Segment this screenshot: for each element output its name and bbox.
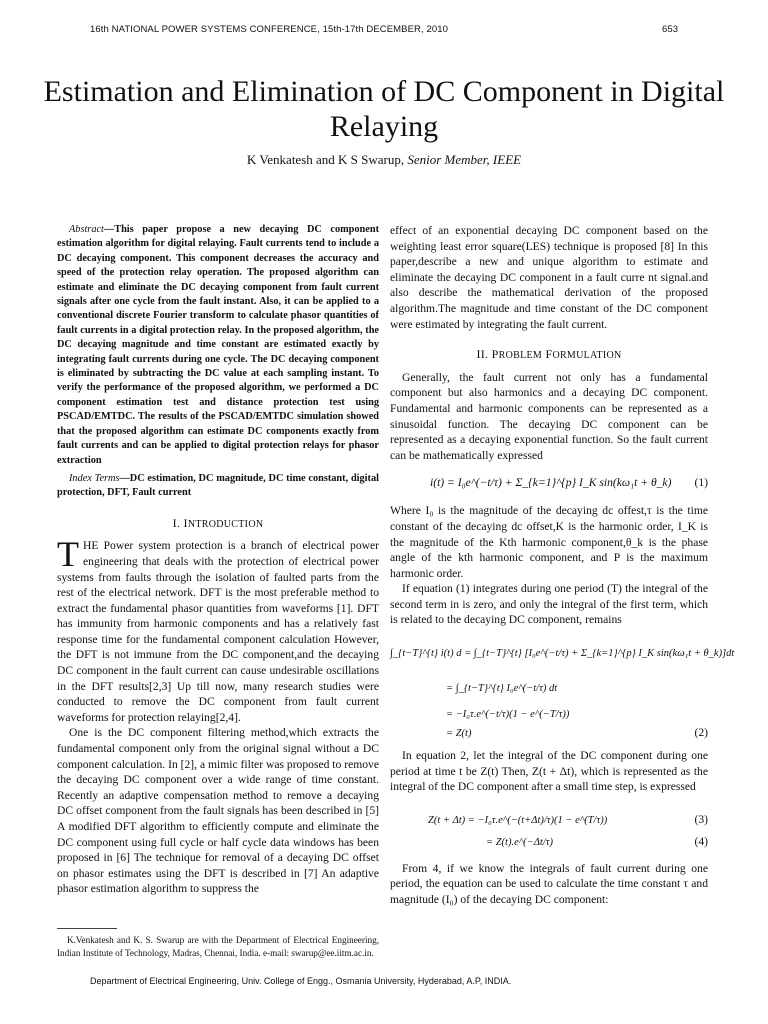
intro-paragraph-1: THE Power system protection is a branch of electrical power engineering that deals with the protection of electrical power systems from faults through the isolation of faulted parts from the rest of the electrical network. DFT is the most preferable method to extract the fundamental phasor quantities from waveforms [1]. DFT has immunity from harmonic components and has a relatively fast response time for the fundamental component calculation However, the DFT is not immune from the DC component,and the decaying DC component in the fault current can cause undesirable oscillations in the DFT results[2,3] Up till now, many research studies were conducted to remove the DC component from fault current waveforms for protection relaying[2,4].	[57, 534, 379, 724]
abstract	[57, 223, 379, 468]
equation-1-number: (1)	[694, 476, 708, 490]
left-column	[57, 223, 379, 897]
author-names: K Venkatesh and K S Swarup,	[246, 152, 405, 167]
intro-continuation: effect of an exponential decaying DC component based on the weighting least error square(LES) technique is proposed [8] In this paper,describe a new and unique algorithm to estimate and eliminate the decaying DC component in a fault curre nt signal.and also describe the mathematical derivation of the proposed algorithm.The magnitude and time constant of the DC component were estimated by integrating the fault current.	[390, 224, 708, 331]
formulation-paragraph-1: Generally, the fault current not only has a fundamental component but also harmonics and a decaying DC component. Fundamental and harmonic components can be represented as a sinusoidal function. The decaying DC component can be represented as a decaying exponential function. So the fault current can be mathematically expressed	[390, 370, 708, 462]
section-heading-introduction: I. INTRODUCTION	[172, 515, 264, 530]
equation-2-line-3: = −I₀τ.e^(−t/τ)(1 − e^(−T/τ))	[446, 709, 570, 721]
page-number: 653	[662, 24, 679, 35]
drop-cap: T	[57, 534, 79, 575]
equation-4-body: = Z(t).e^(−Δt/τ)	[486, 836, 554, 848]
author-role: Senior Member, IEEE	[407, 152, 522, 167]
formulation-paragraph-3: If equation (1) integrates during one period (T) the integral of the second term in is zero, and only the integral of the first term, which is related to the decaying DC component, remains	[390, 582, 708, 627]
equation-2	[390, 636, 735, 742]
equation-2-line-2: = ∫_{t−T}^{t} I₀e^(−t/τ) dt	[446, 683, 558, 695]
author-footnote: K.Venkatesh and K. S. Swarup are with the Department of Electrical Engineering, Indian Institute of Technology, Madras, Chennai, India. e-mail: swarup@ee.iitm.ac.in.	[57, 935, 379, 958]
equation-1-body: i(t) = I₀e^(−t/τ) + Σ_{k=1}^{p} I_K sin(kω₁t + θ_k)	[430, 476, 672, 490]
abstract-label: Abstract	[69, 224, 104, 235]
equation-3-number: (3)	[694, 812, 708, 826]
equation-1	[390, 463, 708, 503]
formulation-paragraph-2: Where I₀ is the magnitude of the decaying dc offest,τ is the time constant of the decaying dc offset,K is the harmonic order, I_K is the magnitude of the Kth harmonic component,θ_k is the phase angle of the kth harmonic component, and P is the maximum harmonic order.	[390, 504, 708, 580]
author-line	[0, 152, 768, 168]
equation-2-line-1: ∫_{t−T}^{t} i(t) d = ∫_{t−T}^{t} [I₀e^(−t/τ) + Σ_{k=1}^{p} I_K sin(kω₁t + θ_k)]dt	[390, 648, 735, 660]
equation-4-number: (4)	[694, 834, 708, 848]
abstract-text: —This paper propose a new decaying DC component estimation algorithm for digital relaying. Fault currents tend to include a DC decaying component. This component decreases the accuracy and speed of the protection relay operation. The proposed algorithm can estimate and eliminate the DC decaying component from fault current signals after one cycle from the fault instant. Also, it can be applied to a conventional discrete Fourier transform to calculate phasor quantities of fault currents in a digital protection relay. In the proposed algorithm, the DC decaying magnitude and time constant are estimated exactly by integrating fault currents during one cycle. The DC decaying component is eliminated by subtracting the DC value at each sampling instant. To verify the performance of the proposed algorithm, we performed a DC component estimation test and distance protection test using PSCAD/EMTDC. The results of the PSCAD/EMTDC simulation showed that the proposed algorithm can estimate DC components exactly from fault currents and can be applied to digital protection relays for phasor extraction	[57, 224, 379, 466]
intro-paragraph-2: One is the DC component filtering method,which extracts the fundamental component only from the original signal without a DC component calculation. In [2], a mimic filter was proposed to remove the decaying DC component over a wide range of time constant. Recently an adaptive compensation method to remove a decaying DC offset component from the fault signals has been described in [5] A modified DFT algorithm to efficiently compute and eliminate the DC component using full cycle or half cycle data windows has been proposed in [6] The technique for removal of a decaying DC offset on phasor estimates using the DFT is described in [7] An adaptive phasor estimation algorithm to suppress the	[57, 726, 379, 896]
index-terms-text: —DC estimation, DC magnitude, DC time constant, digital protection, DFT, Fault current	[57, 472, 379, 499]
footnote-rule	[57, 928, 117, 929]
paper-title: Estimation and Elimination of DC Component in Digital Relaying	[43, 75, 725, 143]
index-terms-label: Index Terms	[69, 472, 120, 484]
equations-3-4	[390, 809, 708, 853]
right-column	[390, 223, 735, 908]
section-heading-problem-formulation: II. PROBLEM FORMULATION	[476, 347, 622, 362]
formulation-paragraph-4: In equation 2, let the integral of the DC component during one period at time t be Z(t) Then, Z(t + Δt), which is represented as the integral of the DC component after a small time step, is expressed	[390, 749, 708, 794]
equation-2-line-4: = Z(t)	[446, 728, 472, 740]
formulation-paragraph-5: From 4, if we know the integrals of fault current during one period, the equation can be used to calculate the time constant τ and magnitude (I₀) of the decaying DC component:	[390, 861, 708, 907]
equation-3-body: Z(t + Δt) = −I₀τ.e^(−(t+Δt)/τ)(1 − e^(T/τ))	[428, 814, 608, 826]
running-header: 16th NATIONAL POWER SYSTEMS CONFERENCE, 15th-17th DECEMBER, 2010	[90, 24, 449, 35]
index-terms	[57, 472, 379, 501]
affiliation-footer: Department of Electrical Engineering, Univ. College of Engg., Osmania University, Hyderabad, A.P, INDIA.	[90, 976, 512, 986]
equation-2-number: (2)	[694, 726, 708, 740]
